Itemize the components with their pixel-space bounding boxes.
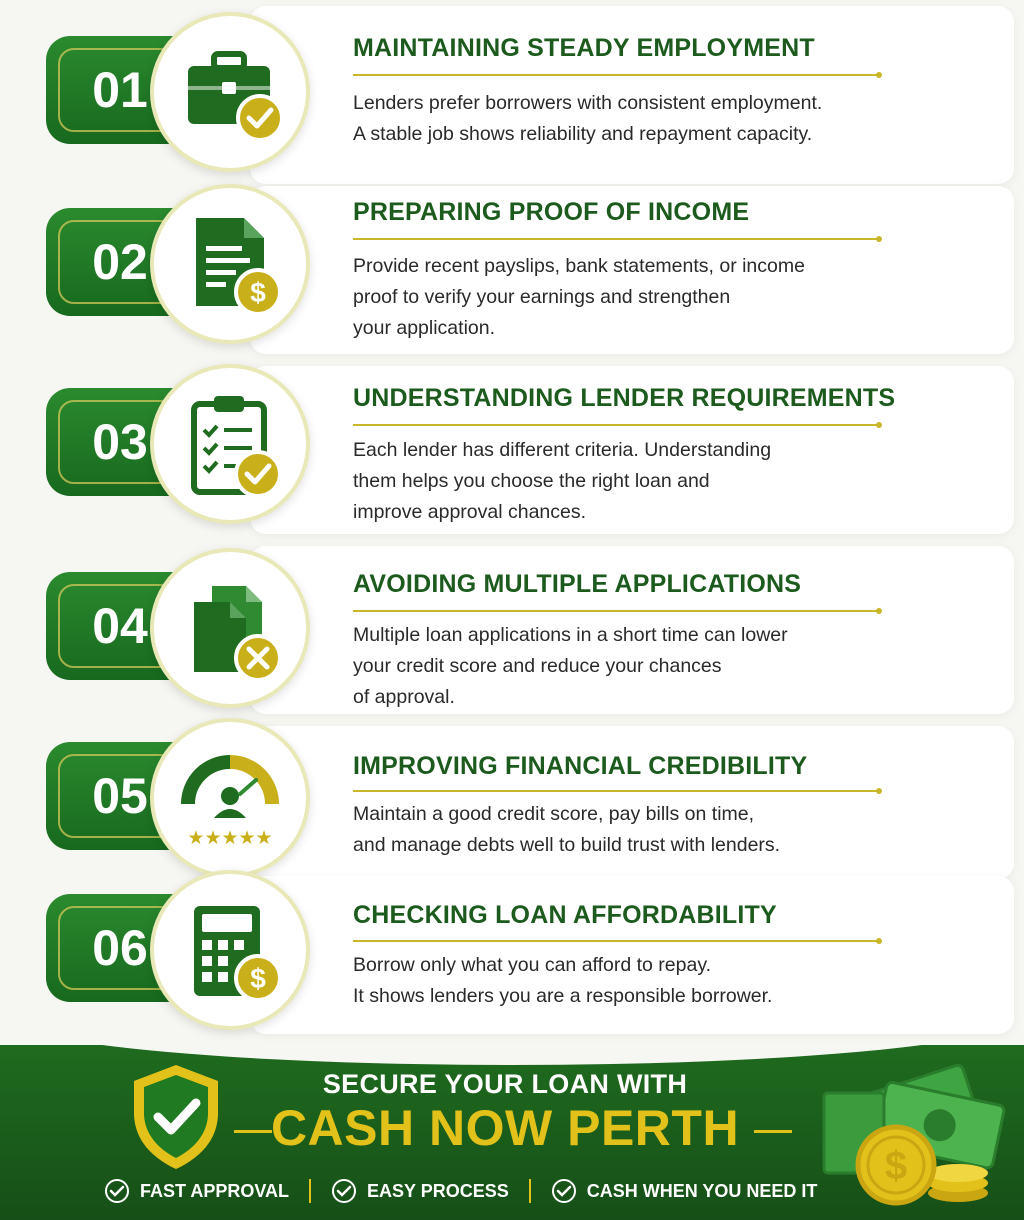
title-underline (353, 238, 879, 240)
step-icon-circle (150, 718, 310, 878)
step-icon-circle (150, 184, 310, 344)
feature-item (331, 1178, 509, 1204)
step-description (353, 620, 913, 713)
step-icon-circle (150, 870, 310, 1030)
description-line: Lenders prefer borrowers with consistent employment. (353, 92, 823, 114)
step-title: PREPARING PROOF OF INCOME (353, 198, 750, 226)
cash-coins-icon (818, 1053, 1014, 1213)
footer-subtitle: SECURE YOUR LOAN WITH (322, 1069, 688, 1099)
step-number: 04 (92, 598, 148, 654)
step-description (353, 88, 913, 150)
step-icon-circle (150, 12, 310, 172)
step-icon-circle (150, 364, 310, 524)
step-title: IMPROVING FINANCIAL CREDIBILITY (353, 752, 808, 780)
step-title: AVOIDING MULTIPLE APPLICATIONS (353, 570, 802, 598)
brand-dash-right (754, 1130, 792, 1133)
svg-text:$: $ (884, 1144, 908, 1188)
step-number: 01 (92, 62, 148, 118)
step-05 (0, 720, 1024, 885)
step-description (353, 799, 913, 861)
description-line: improve approval chances. (353, 501, 587, 523)
description-line: A stable job shows reliability and repayment capacity. (353, 123, 813, 145)
title-underline (353, 610, 879, 612)
step-title: UNDERSTANDING LENDER REQUIREMENTS (353, 384, 896, 412)
description-line: them helps you choose the right loan and (353, 470, 710, 492)
svg-text:$: $ (250, 963, 266, 994)
description-line: and manage debts well to build trust with lenders. (353, 834, 781, 856)
svg-text:$: $ (250, 277, 266, 308)
step-title: CHECKING LOAN AFFORDABILITY (353, 901, 777, 929)
footer-banner (0, 1045, 1024, 1220)
step-number: 06 (92, 920, 148, 976)
description-line: your credit score and reduce your chances (353, 655, 722, 677)
feature-label: FAST APPROVAL (140, 1180, 290, 1201)
title-underline (353, 790, 879, 792)
step-02 (0, 180, 1024, 360)
step-description (353, 435, 913, 528)
title-underline (353, 940, 879, 942)
svg-text:★★★★★: ★★★★★ (187, 827, 273, 849)
step-number: 03 (92, 414, 148, 470)
description-line: your application. (353, 317, 496, 339)
step-number: 02 (92, 234, 148, 290)
step-title: MAINTAINING STEADY EMPLOYMENT (353, 34, 815, 62)
footer-brand: CASH NOW PERTH (270, 1100, 740, 1156)
description-line: Borrow only what you can afford to repay. (353, 954, 712, 976)
step-01 (0, 0, 1024, 190)
feature-label: CASH WHEN YOU NEED IT (586, 1180, 818, 1201)
step-number: 05 (92, 768, 148, 824)
check-circle-icon (104, 1178, 130, 1204)
description-line: Provide recent payslips, bank statements, or income (353, 255, 805, 277)
calculator-dollar-icon (174, 894, 286, 1006)
feature-separator (529, 1179, 531, 1203)
clipboard-check-icon (174, 388, 286, 500)
credit-score-gauge-icon (174, 742, 286, 854)
description-line: Multiple loan applications in a short time can lower (353, 624, 788, 646)
description-line: of approval. (353, 686, 455, 708)
step-04 (0, 540, 1024, 720)
description-line: It shows lenders you are a responsible borrower. (353, 985, 773, 1007)
check-circle-icon (331, 1178, 357, 1204)
title-underline (353, 74, 879, 76)
feature-item (104, 1178, 289, 1204)
description-line: Each lender has different criteria. Understanding (353, 439, 772, 461)
feature-list (104, 1175, 817, 1207)
step-icon-circle (150, 548, 310, 708)
feature-label: EASY PROCESS (367, 1180, 509, 1201)
feature-item (551, 1178, 818, 1204)
step-06 (0, 870, 1024, 1040)
briefcase-check-icon (174, 36, 286, 148)
document-dollar-icon (174, 208, 286, 320)
step-description (353, 251, 913, 344)
documents-cross-icon (174, 572, 286, 684)
check-circle-icon (551, 1178, 577, 1204)
description-line: Maintain a good credit score, pay bills on time, (353, 803, 755, 825)
description-line: proof to verify your earnings and strengthen (353, 286, 731, 308)
step-description (353, 950, 913, 1012)
feature-separator (309, 1179, 311, 1203)
title-underline (353, 424, 879, 426)
step-03 (0, 360, 1024, 540)
